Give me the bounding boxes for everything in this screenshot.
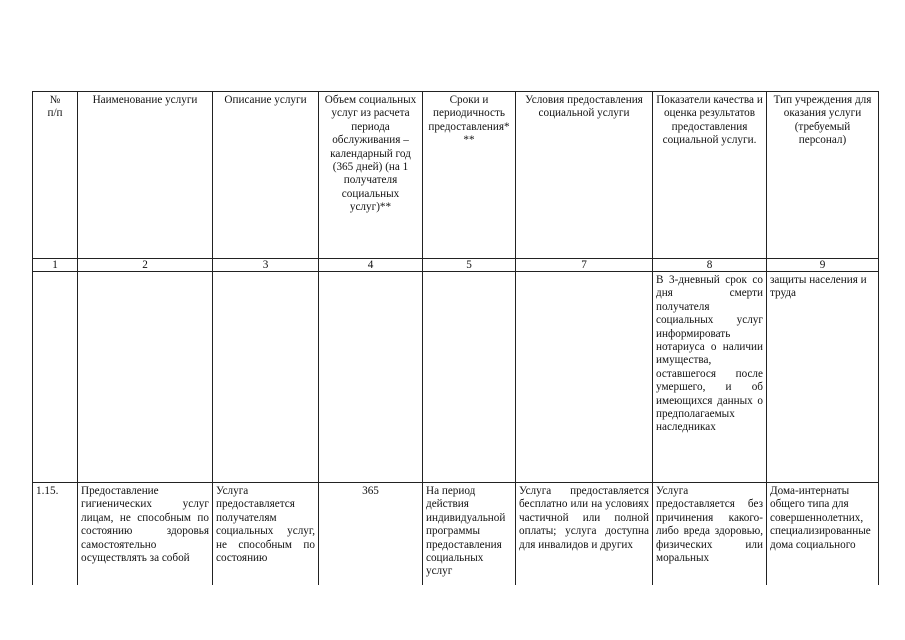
cell-row-number: 1.15. [33, 483, 78, 586]
column-number: 8 [653, 259, 767, 272]
cell-service-name: Предоставление гигиенических услуг лицам, не способным по состоянию здоровья самостоятельно осуществлять за собой [78, 483, 213, 586]
header-institution-type: Тип учреждения для оказания услуги (требуемый персонал) [767, 92, 879, 259]
empty-cell [423, 272, 516, 483]
column-number: 4 [319, 259, 423, 272]
column-number-row [33, 259, 879, 272]
header-conditions: Условия предоставления социальной услуги [516, 92, 653, 259]
cell-quality-indicators: В 3-дневный срок со дня смерти получателя социальных услуг информировать нотариуса о наличии имущества, оставшегося после умершего, и об имеющихся данных о предполагаемых наследниках [653, 272, 767, 483]
header-service-volume: Объем социальных услуг из расчета периода обслуживания – календарный год (365 дней) (на 1 получателя социальных услуг)** [319, 92, 423, 259]
empty-cell [78, 272, 213, 483]
column-number: 1 [33, 259, 78, 272]
header-period: Сроки и периодичность предоставления*** [423, 92, 516, 259]
cell-conditions: Услуга предоставляется бесплатно или на условиях частичной или полной оплаты; услуга доступна для инвалидов и других [516, 483, 653, 586]
empty-cell [33, 272, 78, 483]
empty-cell [213, 272, 319, 483]
column-number: 7 [516, 259, 653, 272]
cell-service-description: Услуга предоставляется получателям социальных услуг, не способным по состоянию [213, 483, 319, 586]
empty-cell [319, 272, 423, 483]
header-quality-indicators: Показатели качества и оценка результатов предоставления социальной услуги. [653, 92, 767, 259]
cell-quality-indicators: Услуга предоставляется без причинения какого-либо вреда здоровью, физических или моральных [653, 483, 767, 586]
column-number: 9 [767, 259, 879, 272]
header-service-name: Наименование услуги [78, 92, 213, 259]
header-service-description: Описание услуги [213, 92, 319, 259]
column-number: 3 [213, 259, 319, 272]
empty-cell [516, 272, 653, 483]
social-services-table [32, 91, 879, 585]
cell-institution-type: защиты населения и труда [767, 272, 879, 483]
cell-institution-type: Дома-интернаты общего типа для совершеннолетних, специализированные дома социального [767, 483, 879, 586]
cell-service-volume: 365 [319, 483, 423, 586]
table-row-1-15 [33, 483, 879, 586]
cell-period: На период действия индивидуальной программы предоставления социальных услуг [423, 483, 516, 586]
header-number: № п/п [33, 92, 78, 259]
column-number: 5 [423, 259, 516, 272]
column-number: 2 [78, 259, 213, 272]
table-row-continuation [33, 272, 879, 483]
table-header-row [33, 92, 879, 259]
